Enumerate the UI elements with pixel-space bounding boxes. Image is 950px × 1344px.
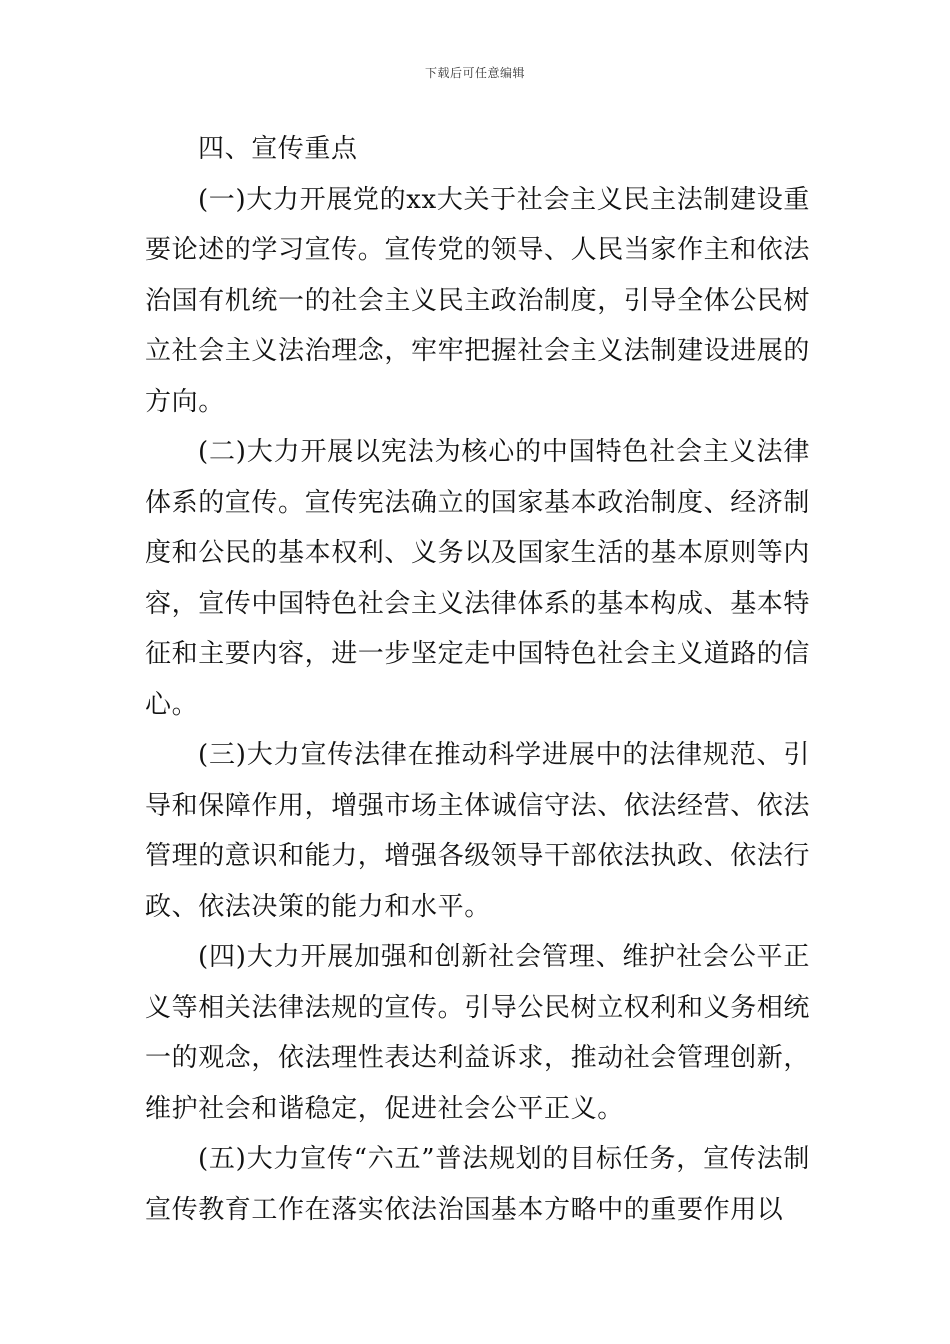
paragraph-2: (二)大力开展以宪法为核心的中国特色社会主义法律体系的宣传。宣传宪法确立的国家基本政治制度、经济制度和公民的基本权利、义务以及国家生活的基本原则等内容，宣传中国特色社会主义法律体系的基本构成、基本特征和主要内容，进一步坚定走中国特色社会主义道路的信心。: [145, 437, 811, 720]
paragraph-4: (四)大力开展加强和创新社会管理、维护社会公平正义等相关法律法规的宣传。引导公民树立权利和义务相统一的观念，依法理性表达利益诉求，推动社会管理创新，维护社会和谐稳定，促进社会公平正义。: [145, 942, 811, 1124]
paragraph-5: (五)大力宣传“六五”普法规划的目标任务，宣传法制宣传教育工作在落实依法治国基本方略中的重要作用以: [145, 1144, 810, 1225]
paragraph-1: (一)大力开展党的xx大关于社会主义民主法制建设重要论述的学习宣传。宣传党的领导、人民当家作主和依法治国有机统一的社会主义民主政治制度，引导全体公民树立社会主义法治理念，牢牢把握社会主义法制建设进展的方向。: [145, 184, 811, 417]
paragraph-3: (三)大力宣传法律在推动科学进展中的法律规范、引导和保障作用，增强市场主体诚信守法、依法经营、依法管理的意识和能力，增强各级领导干部依法执政、依法行政、依法决策的能力和水平。: [145, 740, 811, 922]
header-note: 下载后可任意编辑: [424, 66, 525, 80]
document-body: [145, 124, 810, 1235]
section-heading: 四、宣传重点: [198, 134, 358, 164]
